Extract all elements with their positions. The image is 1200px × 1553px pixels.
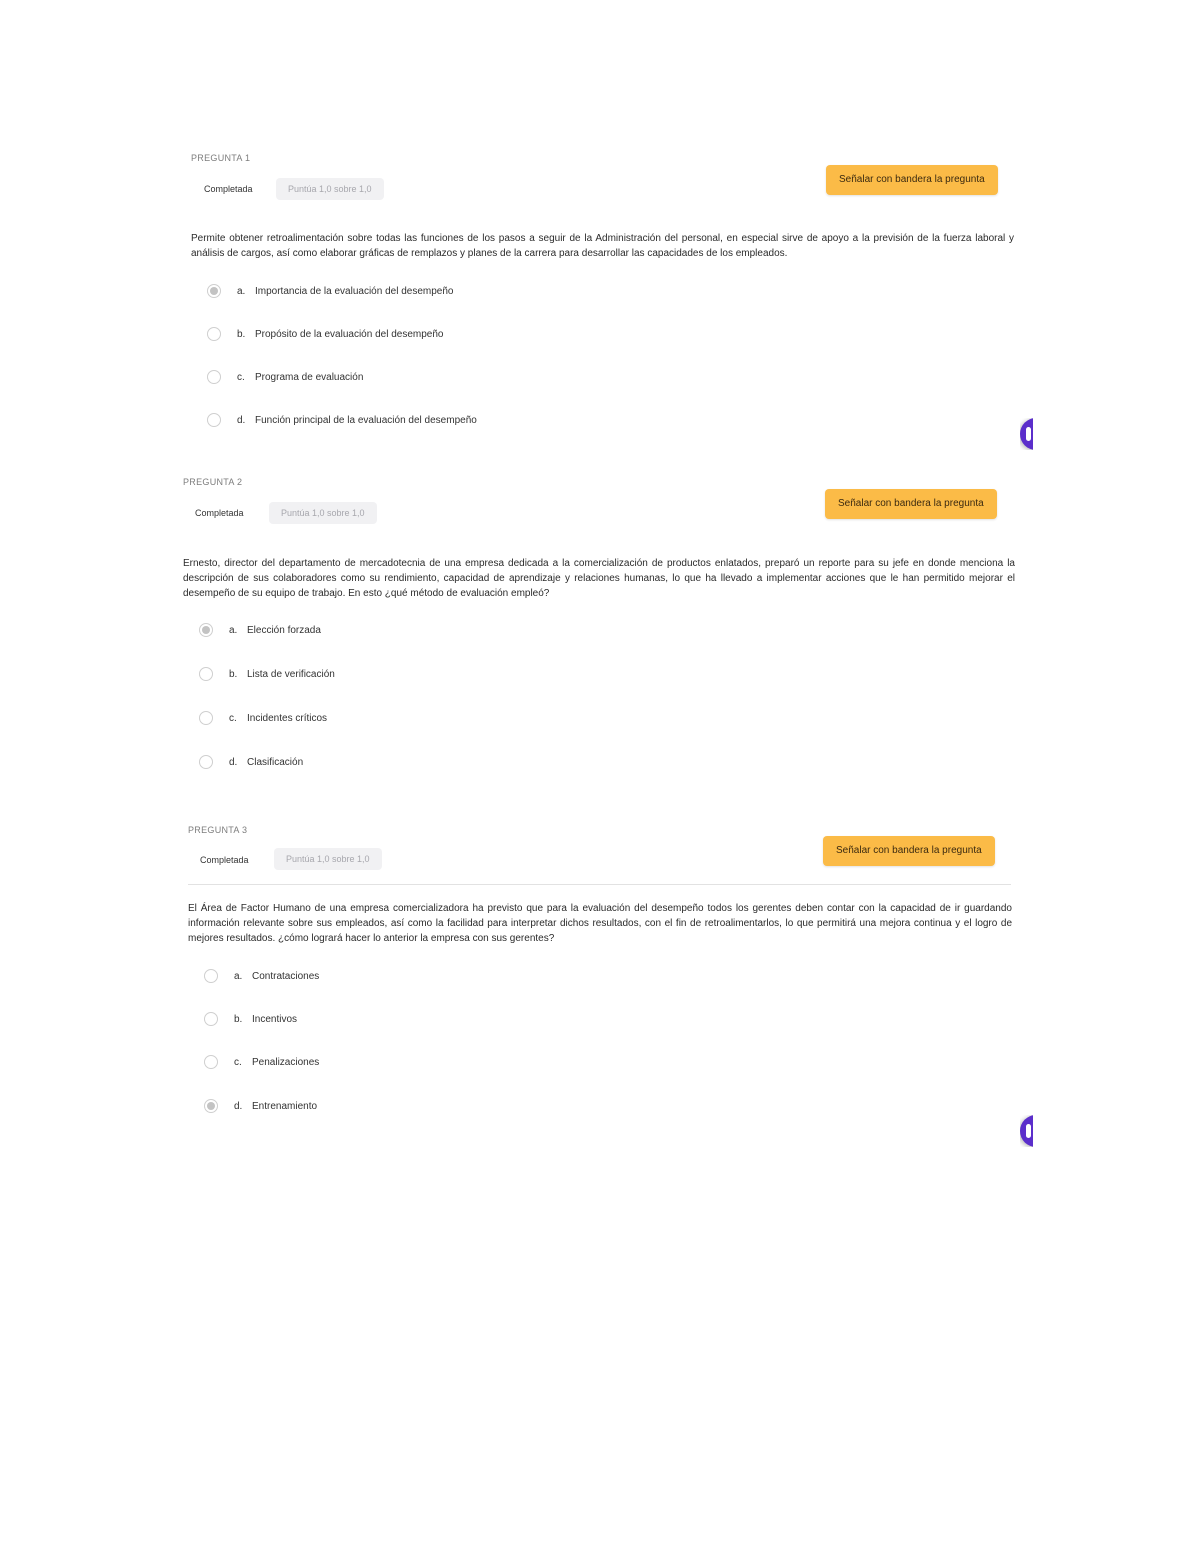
option-letter: b. <box>229 668 238 680</box>
option-letter: c. <box>234 1056 242 1068</box>
option-letter: c. <box>237 371 245 383</box>
option-letter: b. <box>237 328 246 340</box>
question-label: PREGUNTA 3 <box>188 825 248 835</box>
option-letter: d. <box>229 756 238 768</box>
flag-question-button[interactable]: Señalar con bandera la pregunta <box>826 165 998 195</box>
question-label: PREGUNTA 1 <box>191 153 251 163</box>
option-letter: d. <box>237 414 246 426</box>
option-a[interactable] <box>204 967 319 985</box>
option-text: Función principal de la evaluación del desempeño <box>255 414 477 426</box>
option-text: Contrataciones <box>252 970 320 982</box>
radio-button[interactable] <box>199 755 213 769</box>
option-text: Entrenamiento <box>252 1100 318 1112</box>
radio-button[interactable] <box>207 284 221 298</box>
option-d[interactable] <box>199 753 303 771</box>
option-letter: d. <box>234 1100 243 1112</box>
option-text: Incidentes críticos <box>247 712 328 724</box>
option-text: Elección forzada <box>247 624 321 636</box>
option-c[interactable] <box>207 368 363 386</box>
flag-question-button[interactable]: Señalar con bandera la pregunta <box>825 489 997 519</box>
option-a[interactable] <box>207 282 453 300</box>
option-c[interactable] <box>204 1053 319 1071</box>
option-text: Importancia de la evaluación del desempeño <box>255 285 454 297</box>
question-text: Permite obtener retroalimentación sobre todas las funciones de los pasos a seguir de la Administración del personal, en especial sirve de apoyo a la previsión de la fuerza laboral y análisis de cargos, así como elaborar gráficas de remplazos y planes de la carrera para desarrollar las capacidades de los empleados. <box>191 233 1014 259</box>
radio-button[interactable] <box>204 1055 218 1069</box>
option-text: Programa de evaluación <box>255 371 364 383</box>
option-letter: a. <box>237 285 246 297</box>
radio-button[interactable] <box>207 370 221 384</box>
option-text: Penalizaciones <box>252 1056 320 1068</box>
question-points: Puntúa 1,0 sobre 1,0 <box>269 502 377 524</box>
question-label: PREGUNTA 2 <box>183 477 243 487</box>
question-points: Puntúa 1,0 sobre 1,0 <box>274 848 382 870</box>
option-d[interactable] <box>204 1097 317 1115</box>
option-letter: a. <box>229 624 238 636</box>
question-status: Completada <box>195 508 244 518</box>
option-text: Lista de verificación <box>247 668 335 680</box>
question-status: Completada <box>204 184 253 194</box>
question-status: Completada <box>200 855 249 865</box>
radio-button[interactable] <box>204 1099 218 1113</box>
radio-button[interactable] <box>207 327 221 341</box>
option-letter: c. <box>229 712 237 724</box>
divider <box>188 884 1011 885</box>
option-text: Clasificación <box>247 756 304 768</box>
question-text: Ernesto, director del departamento de mercadotecnia de una empresa dedicada a la comercialización de productos enlatados, preparó un reporte para su jefe en donde menciona la descripción de sus colaboradores como su rendimiento, capacidad de aprendizaje y relaciones humanas, lo que ha llevado a implementar acciones que le han permitido mejorar el desempeño de su equipo de trabajo. En esto ¿qué método de evaluación empleó? <box>183 558 1015 599</box>
help-widget-icon[interactable] <box>1020 1115 1033 1147</box>
help-widget-icon[interactable] <box>1020 418 1033 450</box>
option-letter: a. <box>234 970 243 982</box>
option-text: Propósito de la evaluación del desempeño <box>255 328 444 340</box>
radio-button[interactable] <box>199 623 213 637</box>
option-d[interactable] <box>207 411 477 429</box>
option-text: Incentivos <box>252 1013 298 1025</box>
option-a[interactable] <box>199 621 321 639</box>
radio-button[interactable] <box>199 711 213 725</box>
option-b[interactable] <box>207 325 443 343</box>
flag-question-button[interactable]: Señalar con bandera la pregunta <box>823 836 995 866</box>
option-letter: b. <box>234 1013 243 1025</box>
option-c[interactable] <box>199 709 327 727</box>
radio-button[interactable] <box>204 969 218 983</box>
option-b[interactable] <box>199 665 335 683</box>
radio-button[interactable] <box>207 413 221 427</box>
question-text: El Área de Factor Humano de una empresa comercializadora ha previsto que para la evaluación del desempeño todos los gerentes deben contar con la capacidad de ir guardando información relevante sobre sus empleados, así como la facilidad para interpretar dichos resultados, con el fin de retroalimentarlos, lo que permitirá una mejora continua y el logro de mejores resultados. ¿cómo logrará hacer lo anterior la empresa con sus gerentes? <box>188 903 1012 944</box>
question-points: Puntúa 1,0 sobre 1,0 <box>276 178 384 200</box>
radio-button[interactable] <box>204 1012 218 1026</box>
option-b[interactable] <box>204 1010 297 1028</box>
radio-button[interactable] <box>199 667 213 681</box>
